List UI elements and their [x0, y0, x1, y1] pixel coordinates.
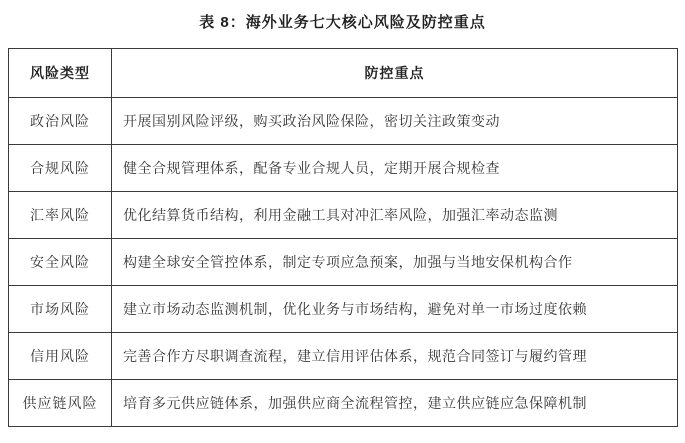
risk-type-cell: 政治风险: [9, 98, 112, 145]
table-row: [9, 380, 678, 427]
risk-type-cell: 信用风险: [9, 333, 112, 380]
risk-type-cell: 汇率风险: [9, 192, 112, 239]
risk-type-cell: 市场风险: [9, 286, 112, 333]
table-row: [9, 145, 678, 192]
focus-cell: 健全合规管理体系，配备专业合规人员，定期开展合规检查: [112, 145, 678, 192]
table-body: [9, 98, 678, 427]
header-row: [9, 49, 678, 98]
focus-cell: 开展国别风险评级，购买政治风险保险，密切关注政策变动: [112, 98, 678, 145]
table-row: [9, 333, 678, 380]
focus-cell: 建立市场动态监测机制，优化业务与市场结构，避免对单一市场过度依赖: [112, 286, 678, 333]
header-focus: 防控重点: [112, 49, 678, 98]
risk-type-cell: 合规风险: [9, 145, 112, 192]
focus-cell: 构建全球安全管控体系，制定专项应急预案，加强与当地安保机构合作: [112, 239, 678, 286]
risk-type-cell: 供应链风险: [9, 380, 112, 427]
risk-type-cell: 安全风险: [9, 239, 112, 286]
table-row: [9, 286, 678, 333]
focus-cell: 培育多元供应链体系，加强供应商全流程管控，建立供应链应急保障机制: [112, 380, 678, 427]
table-row: [9, 192, 678, 239]
table-title: 表 8：海外业务七大核心风险及防控重点: [199, 14, 486, 31]
table-row: [9, 98, 678, 145]
risk-table: [8, 48, 678, 427]
focus-cell: 完善合作方尽职调查流程，建立信用评估体系，规范合同签订与履约管理: [112, 333, 678, 380]
table-row: [9, 239, 678, 286]
header-risk-type: 风险类型: [9, 49, 112, 98]
focus-cell: 优化结算货币结构，利用金融工具对冲汇率风险，加强汇率动态监测: [112, 192, 678, 239]
